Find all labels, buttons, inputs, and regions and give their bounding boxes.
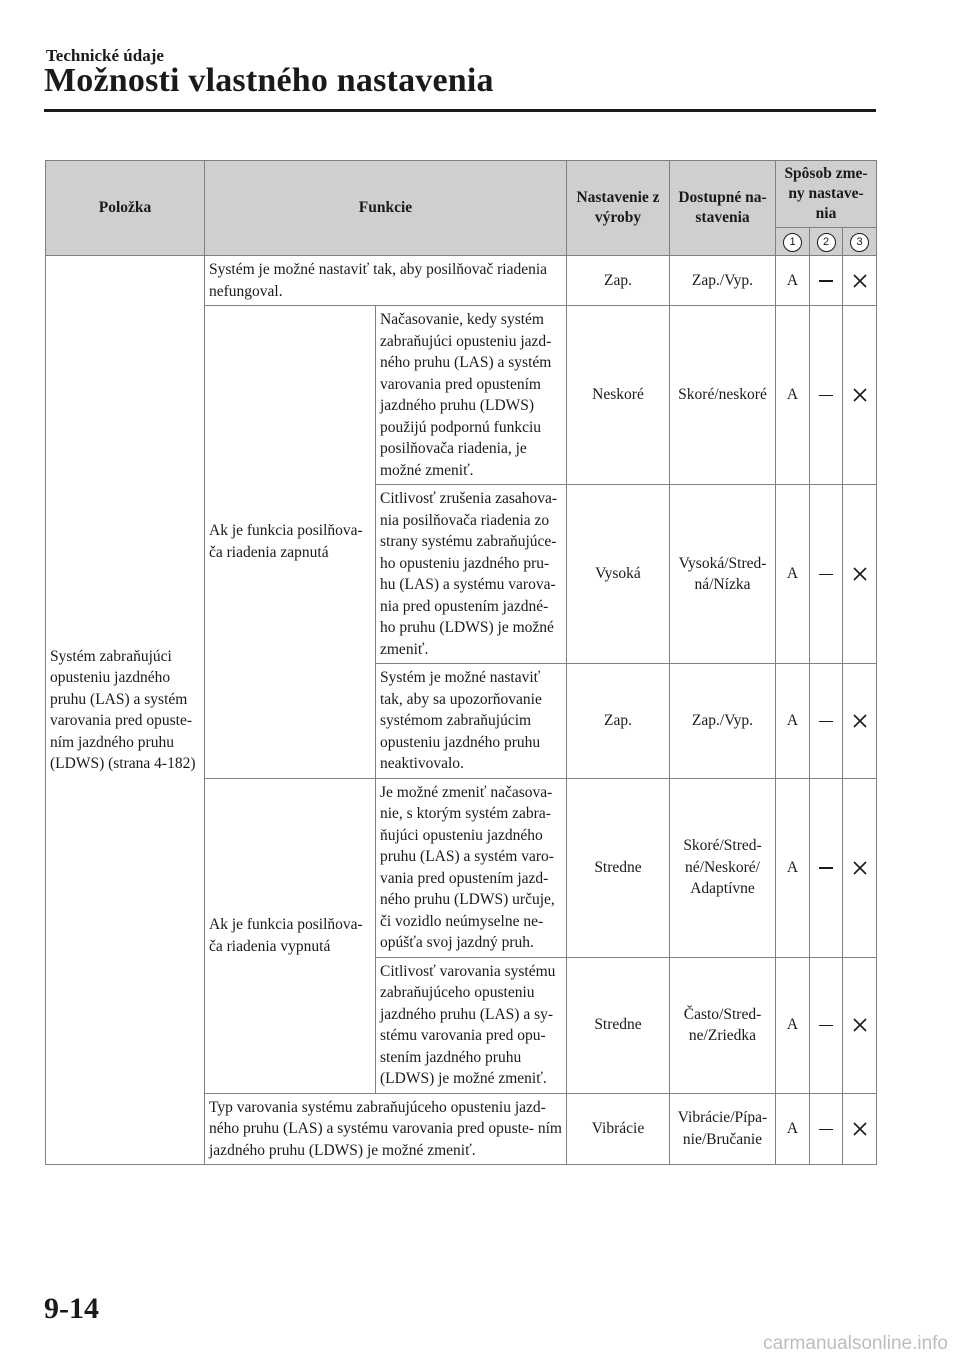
header-item: Položka — [46, 161, 205, 256]
cross-icon — [852, 387, 868, 403]
method-2-value — [810, 1093, 843, 1165]
dash-icon — [819, 574, 833, 576]
method-3-value — [843, 1093, 877, 1165]
factory-setting: Stredne — [567, 957, 670, 1093]
header-change-method: Spôsob zme- ny nastave- nia — [776, 161, 877, 228]
available-settings: Skoré/neskoré — [670, 306, 776, 485]
page-title: Možnosti vlastného nastavenia — [44, 62, 494, 99]
factory-setting: Vibrácie — [567, 1093, 670, 1165]
available-settings: Vysoká/Stred- ná/Nízka — [670, 485, 776, 664]
function-description: Citlivosť varovania systému zabraňujúceho opusteniu jazdného pruhu (LAS) a sy- stému varovania pred opu- stením jazdného pruhu (LDWS) je možné zmeniť. — [376, 957, 567, 1093]
circled-number-2-icon: 2 — [817, 233, 836, 252]
method-number-3 — [843, 228, 877, 256]
method-1-value: A — [776, 778, 810, 957]
available-settings: Zap./Vyp. — [670, 664, 776, 779]
method-1-value: A — [776, 957, 810, 1093]
method-1-value: A — [776, 1093, 810, 1165]
factory-setting: Vysoká — [567, 485, 670, 664]
method-1-value: A — [776, 256, 810, 306]
cross-icon — [852, 1121, 868, 1137]
dash-icon — [819, 280, 833, 282]
section-label: Technické údaje — [46, 46, 164, 65]
factory-setting: Zap. — [567, 256, 670, 306]
factory-setting: Zap. — [567, 664, 670, 779]
method-3-value — [843, 256, 877, 306]
method-2-value — [810, 306, 843, 485]
dash-icon — [819, 1129, 833, 1131]
cross-icon — [852, 273, 868, 289]
function-description: Systém je možné nastaviť tak, aby posilňovač riadenia nefungoval. — [205, 256, 567, 306]
table-row — [46, 256, 877, 306]
cross-icon — [852, 860, 868, 876]
factory-setting: Neskoré — [567, 306, 670, 485]
circled-number-3-icon: 3 — [850, 233, 869, 252]
customization-table — [45, 160, 877, 1165]
available-settings: Skoré/Stred- né/Neskoré/ Adaptívne — [670, 778, 776, 957]
item-label: Systém zabraňujúci opusteniu jazdného pruhu (LAS) a systém varovania pred opuste- ním jazdného pruhu (LDWS) (strana 4-182) — [46, 256, 205, 1165]
function-description: Typ varovania systému zabraňujúceho opusteniu jazd- ného pruhu (LAS) a systému varovania pred opuste- ním jazdného pruhu (LDWS) je možné zmeniť. — [205, 1093, 567, 1165]
factory-setting: Stredne — [567, 778, 670, 957]
method-number-2 — [810, 228, 843, 256]
cross-icon — [852, 1017, 868, 1033]
method-2-value — [810, 778, 843, 957]
method-2-value — [810, 957, 843, 1093]
method-2-value — [810, 485, 843, 664]
method-1-value: A — [776, 485, 810, 664]
watermark: carmanualsonline.info — [763, 1333, 948, 1354]
cross-icon — [852, 713, 868, 729]
method-3-value — [843, 778, 877, 957]
method-3-value — [843, 306, 877, 485]
dash-icon — [819, 867, 833, 869]
dash-icon — [819, 395, 833, 397]
header-factory-setting: Nastavenie z výroby — [567, 161, 670, 256]
method-1-value: A — [776, 664, 810, 779]
available-settings: Vibrácie/Pípa- nie/Bručanie — [670, 1093, 776, 1165]
method-1-value: A — [776, 306, 810, 485]
available-settings: Zap./Vyp. — [670, 256, 776, 306]
available-settings: Často/Stred- ne/Zriedka — [670, 957, 776, 1093]
group-steering-off: Ak je funkcia posilňova- ča riadenia vypnutá — [205, 778, 376, 1093]
method-2-value — [810, 256, 843, 306]
dash-icon — [819, 721, 833, 723]
function-description: Systém je možné nastaviť tak, aby sa upozorňovanie systémom zabraňujúcim opusteniu jazdného pruhu neaktivovalo. — [376, 664, 567, 779]
title-rule — [44, 109, 876, 112]
method-3-value — [843, 957, 877, 1093]
header-function: Funkcie — [205, 161, 567, 256]
cross-icon — [852, 566, 868, 582]
function-description: Citlivosť zrušenia zasahova- nia posilňovača riadenia zo strany systému zabraňujúce- ho opusteniu jazdného pru- hu (LAS) a systému varova- nia pred opustením jazdné- ho pruhu (LDWS) je možné zmeniť. — [376, 485, 567, 664]
circled-number-1-icon: 1 — [783, 233, 802, 252]
method-number-1 — [776, 228, 810, 256]
function-description: Je možné zmeniť načasova- nie, s ktorým systém zabra- ňujúci opusteniu jazdného pruhu (LAS) a systém varo- vania pred opustením jazd- ného pruhu (LDWS) určuje, či vozidlo neúmyselne ne- opúšťa svoj jazdný pruh. — [376, 778, 567, 957]
group-steering-on: Ak je funkcia posilňova- ča riadenia zapnutá — [205, 306, 376, 779]
dash-icon — [819, 1025, 833, 1027]
header-available-settings: Dostupné na- stavenia — [670, 161, 776, 256]
function-description: Načasovanie, kedy systém zabraňujúci opusteniu jazd- ného pruhu (LAS) a systém varovania pred opustením jazdného pruhu (LDWS) použijú podpornú funkciu posilňovača riadenia, je možné zmeniť. — [376, 306, 567, 485]
method-3-value — [843, 664, 877, 779]
method-2-value — [810, 664, 843, 779]
method-3-value — [843, 485, 877, 664]
page-number: 9-14 — [44, 1292, 99, 1325]
